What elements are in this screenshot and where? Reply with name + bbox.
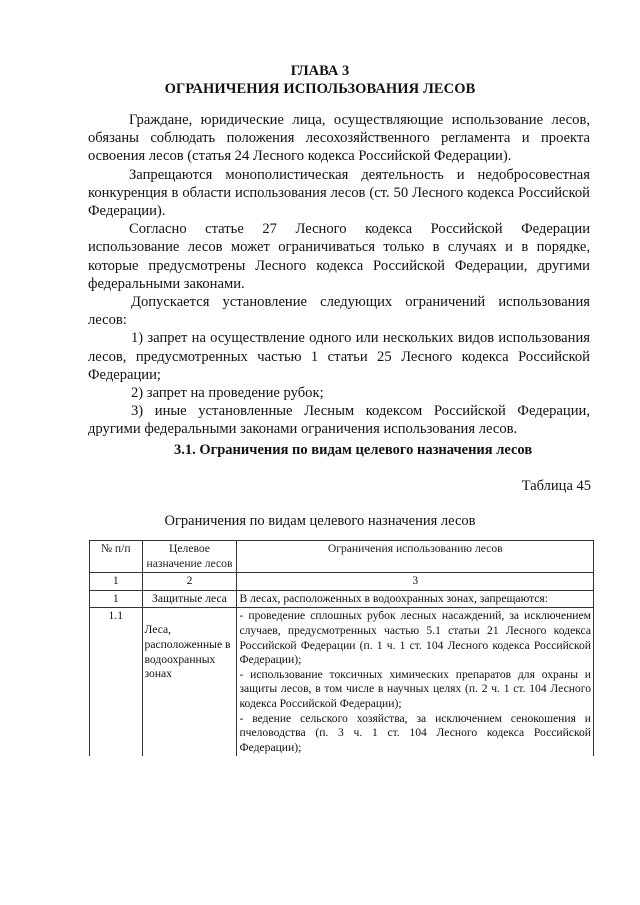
table-cell-restrictions: В лесах, расположенных в водоохранных зонах, запрещаются: xyxy=(237,590,594,608)
paragraph: Допускается установление следующих ограничений использования лесов: xyxy=(88,294,590,329)
table-cell-num: 1 xyxy=(90,590,143,608)
table-header-row xyxy=(90,541,594,573)
table-row xyxy=(90,608,594,756)
paragraph: Согласно статье 27 Лесного кодекса Российской Федерации использование лесов может ограничиваться только в случаях и в порядке, которые предусмотрены Лесного кодекса Российской Федерации, другими федеральными законами. xyxy=(88,221,590,292)
chapter-title: ОГРАНИЧЕНИЯ ИСПОЛЬЗОВАНИЯ ЛЕСОВ xyxy=(164,81,476,97)
restrictions-table xyxy=(89,540,594,756)
table-column-number: 2 xyxy=(142,573,237,591)
list-item: 1) запрет на осуществление одного или нескольких видов использования лесов, предусмотренных частью 1 статьи 25 Лесного кодекса Российской Федерации; xyxy=(88,330,590,383)
table-cell-restrictions xyxy=(237,608,594,756)
table-cell-num: 1.1 xyxy=(90,608,143,756)
list-item: 2) запрет на проведение рубок; xyxy=(131,385,324,402)
restriction-item: - использование токсичных химических препаратов для охраны и защиты лесов, в том числе в научных целях (п. 2 ч. 1 ст. 104 Лесного кодекса Российской Федерации); xyxy=(239,667,591,710)
list-item: 3) иные установленные Лесным кодексом Российской Федерации, другими федеральными законами ограничения использования лесов. xyxy=(88,403,590,438)
restriction-item: - проведение сплошных рубок лесных насаждений, за исключением случаев, предусмотренных частью 5.1 статьи 21 Лесного кодекса Российской Федерации (п. 1 ч. 1 ст. 104 Лесного кодекса Российской Федерации); xyxy=(239,609,591,667)
table-cell-purpose: Защитные леса xyxy=(142,590,237,608)
paragraph: Запрещаются монополистическая деятельность и недобросовестная конкуренция в области использования лесов (ст. 50 Лесного кодекса Российской Федерации). xyxy=(88,166,590,220)
restriction-item: - ведение сельского хозяйства, за исключением сенокошения и пчеловодства (п. 3 ч. 1 ст. 104 Лесного кодекса Российской Федерации); xyxy=(239,711,591,754)
table-column-number: 1 xyxy=(90,573,143,591)
table-column-number: 3 xyxy=(237,573,594,591)
chapter-body xyxy=(88,111,590,439)
table-header-cell: Целевое назначение лесов xyxy=(142,541,237,573)
table-caption: Ограничения по видам целевого назначения лесов xyxy=(164,513,476,529)
table-column-numbers-row xyxy=(90,573,594,591)
section-title: 3.1. Ограничения по видам целевого назначения лесов xyxy=(174,442,533,458)
table-label: Таблица 45 xyxy=(521,478,591,494)
paragraph: Граждане, юридические лица, осуществляющие использование лесов, обязаны соблюдать положения лесохозяйственного регламента и проекта освоения лесов (статья 24 Лесного кодекса Российской Федерации). xyxy=(88,112,590,165)
table-cell-purpose: Леса, расположенные в водоохранных зонах xyxy=(142,608,237,756)
table-row xyxy=(90,590,594,608)
table-header-cell: № п/п xyxy=(90,541,143,573)
table-header-cell: Ограничения использованию лесов xyxy=(237,541,594,573)
chapter-number: ГЛАВА 3 xyxy=(290,63,350,79)
